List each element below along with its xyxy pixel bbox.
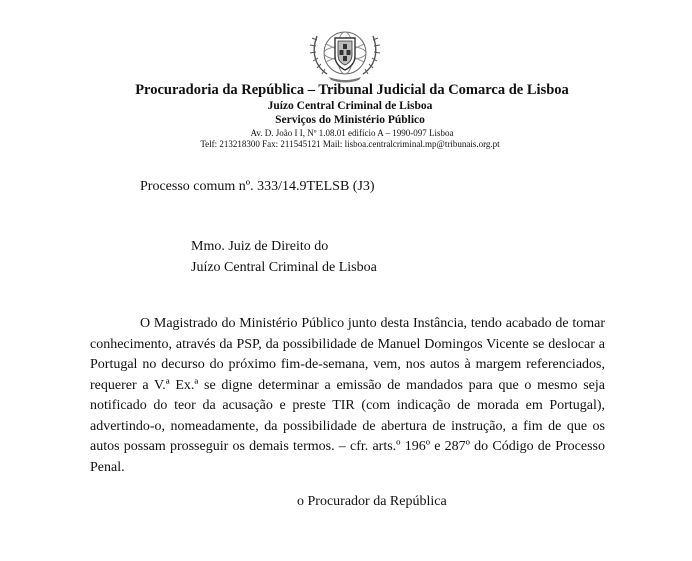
services-name: Serviços do Ministério Público: [275, 114, 425, 126]
office-contact: Telf: 213218300 Fax: 211545121 Mail: lisboa.centralcriminal.mp@tribunais.org.pt: [200, 139, 500, 149]
addressee-line-1: Mmo. Juiz de Direito do: [191, 239, 329, 254]
office-title: Procuradoria da República – Tribunal Judicial da Comarca de Lisboa: [135, 82, 569, 98]
request-paragraph: O Magistrado do Ministério Público junto desta Instância, tendo acabado de tomar conhecimento, através da PSP, da possibilidade de Manuel Domingos Vicente se deslocar a Portugal no decurso do próximo fim-de-semana, vem, nos autos à margem referenciados, requerer a V.ª Ex.ª se digne determinar a emissão de mandados para que o mesmo seja notificado do teor da acusação e preste TIR (com indicação de morada em Portugal), advertindo-o, nomeadamente, da possibilidade de abertura de instrução, a fim de que os autos possam prosseguir os demais termos. – cfr. arts.º 196º e 287º do Código de Processo Penal.: [90, 316, 605, 475]
portuguese-coat-of-arms-icon: [305, 22, 385, 84]
court-name: Juízo Central Criminal de Lisboa: [267, 100, 433, 112]
office-address: Av. D. João I I, Nº 1.08.01 edifício A – 1990-097 Lisboa: [250, 128, 454, 138]
signature-line: o Procurador da República: [297, 494, 447, 509]
request-body: [90, 314, 605, 478]
addressee-block: [191, 236, 377, 278]
process-reference: Processo comum nº. 333/14.9TELSB (J3): [140, 179, 375, 194]
addressee-line-2: Juízo Central Criminal de Lisboa: [191, 260, 377, 275]
